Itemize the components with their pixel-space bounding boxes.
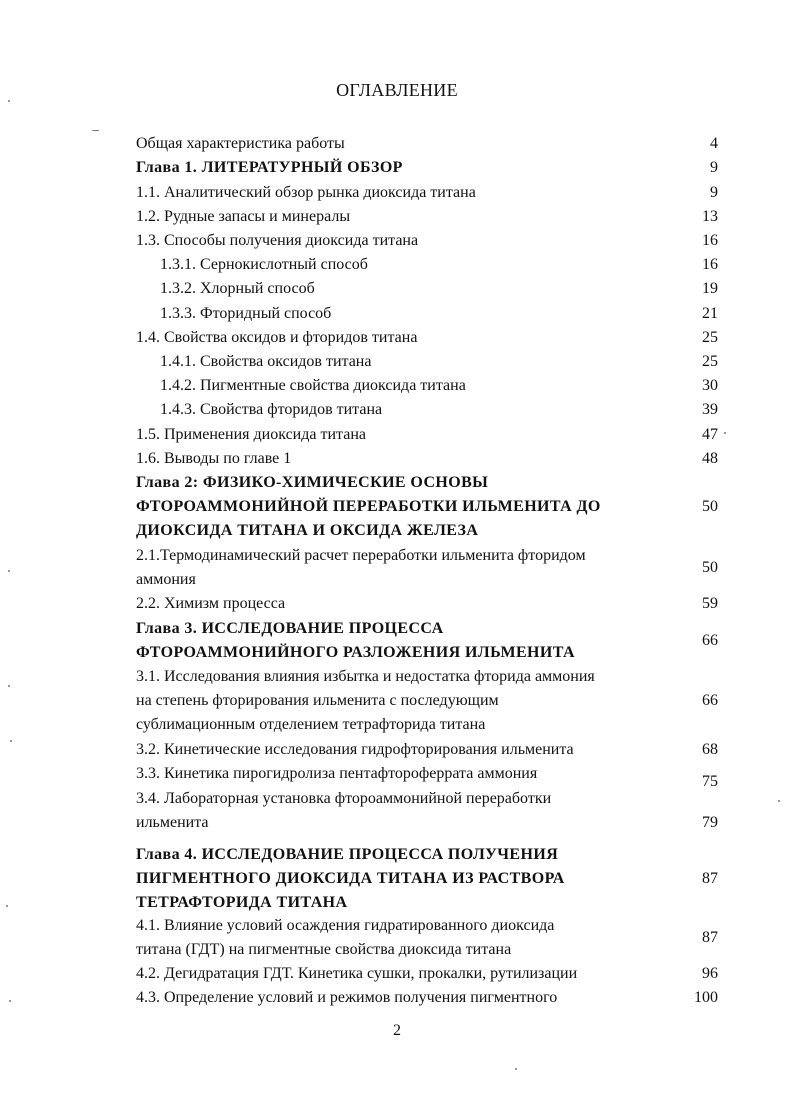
scan-speck bbox=[8, 685, 10, 687]
toc-entry-text: Глава 1. ЛИТЕРАТУРНЫЙ ОБЗОР bbox=[136, 159, 403, 176]
scan-speck bbox=[92, 130, 99, 131]
toc-page-number: 16 bbox=[702, 256, 718, 273]
scan-speck bbox=[778, 800, 780, 802]
toc-entry-text: 1.5. Применения диоксида титана bbox=[136, 426, 366, 443]
toc-page-number: 16 bbox=[702, 232, 718, 249]
scan-speck bbox=[6, 905, 8, 907]
toc-page-number: 9 bbox=[710, 159, 718, 176]
toc-entry-text: на степень фторирования ильменита с последующим bbox=[136, 692, 499, 709]
toc-entry-text: ФТОРОАММОНИЙНОЙ ПЕРЕРАБОТКИ ИЛЬМЕНИТА ДО bbox=[136, 498, 601, 515]
toc-entry-text: 3.4. Лабораторная установка фтороаммонийной переработки bbox=[136, 790, 552, 807]
toc-entry-text: 1.3.2. Хлорный способ bbox=[160, 280, 315, 297]
toc-entry-text: 1.4.1. Свойства оксидов титана bbox=[160, 353, 372, 370]
toc-page-number: 39 bbox=[702, 401, 718, 418]
page-title: ОГЛАВЛЕНИЕ bbox=[336, 80, 458, 100]
toc-entry-text: 1.4.3. Свойства фторидов титана bbox=[160, 401, 383, 418]
toc-page-number: 75 bbox=[702, 773, 718, 790]
toc-page-number: 96 bbox=[702, 965, 718, 982]
toc-entry-text: 3.1. Исследования влияния избытка и недостатка фторида аммония bbox=[136, 668, 595, 685]
toc-entry-text: титана (ГДТ) на пигментные свойства диоксида титана bbox=[136, 941, 512, 958]
toc-entry-text: 1.4.2. Пигментные свойства диоксида титана bbox=[160, 377, 466, 394]
scan-speck bbox=[8, 100, 10, 102]
toc-page-number: 30 bbox=[702, 377, 718, 394]
toc-page-number: 79 bbox=[702, 814, 718, 831]
toc-entry-text: Глава 3. ИССЛЕДОВАНИЕ ПРОЦЕССА bbox=[136, 620, 444, 637]
toc-page-number: 50 bbox=[702, 498, 718, 515]
toc-entry-text: 1.2. Рудные запасы и минералы bbox=[136, 208, 351, 225]
toc-entry-text: 2.1.Термодинамический расчет переработки ильменита фторидом bbox=[136, 547, 586, 564]
toc-page-number: 59 bbox=[702, 595, 718, 612]
toc-page-number: 87 bbox=[702, 870, 718, 887]
toc-entry-text: аммония bbox=[136, 571, 196, 588]
toc-page-number: 25 bbox=[702, 329, 718, 346]
toc-page-number: 100 bbox=[694, 989, 718, 1006]
toc-entry-text: 1.3.3. Фторидный способ bbox=[160, 305, 332, 322]
toc-page-number: 68 bbox=[702, 741, 718, 758]
toc-page-number: 21 bbox=[702, 305, 718, 322]
toc-page-number: 48 bbox=[702, 450, 718, 467]
toc-page-number: 4 bbox=[710, 135, 718, 152]
toc-page-number: 13 bbox=[702, 208, 718, 225]
toc-entry-text: ДИОКСИДА ТИТАНА И ОКСИДА ЖЕЛЕЗА bbox=[136, 522, 479, 539]
scan-speck bbox=[9, 1000, 11, 1002]
toc-entry-text: 1.4. Свойства оксидов и фторидов титана bbox=[136, 329, 418, 346]
toc-entry-text: Глава 4. ИССЛЕДОВАНИЕ ПРОЦЕССА ПОЛУЧЕНИЯ bbox=[136, 846, 559, 863]
toc-entry-text: ТЕТРАФТОРИДА ТИТАНА bbox=[136, 894, 348, 911]
toc-entry-text: ПИГМЕНТНОГО ДИОКСИДА ТИТАНА ИЗ РАСТВОРА bbox=[136, 870, 565, 887]
toc-page-number: 66 bbox=[702, 692, 718, 709]
toc-entry-text: 1.6. Выводы по главе 1 bbox=[136, 450, 292, 467]
toc-entry-text: Глава 2: ФИЗИКО-ХИМИЧЕСКИЕ ОСНОВЫ bbox=[136, 474, 489, 491]
toc-page-number: 19 bbox=[702, 280, 718, 297]
scan-speck bbox=[724, 432, 726, 434]
toc-entry-text: ФТОРОАММОНИЙНОГО РАЗЛОЖЕНИЯ ИЛЬМЕНИТА bbox=[136, 644, 575, 661]
toc-page-number: 87 bbox=[702, 929, 718, 946]
toc-page-number: 47 bbox=[702, 426, 718, 443]
toc-page-number: 9 bbox=[710, 184, 718, 201]
toc-entry-text: 3.3. Кинетика пирогидролиза пентафтороферрата аммония bbox=[136, 765, 538, 782]
toc-page-number: 66 bbox=[702, 632, 718, 649]
toc-entry-text: 4.3. Определение условий и режимов получения пигментного bbox=[136, 989, 558, 1006]
toc-entry-text: сублимационным отделением тетрафторида титана bbox=[136, 716, 486, 733]
toc-page-number: 50 bbox=[702, 559, 718, 576]
toc-entry-text: 4.2. Дегидратация ГДТ. Кинетика сушки, прокалки, рутилизации bbox=[136, 965, 578, 982]
toc-entry-text: 1.3.1. Сернокислотный способ bbox=[160, 256, 368, 273]
scan-speck bbox=[10, 740, 12, 742]
page-number: 2 bbox=[393, 1022, 401, 1039]
toc-entry-text: Общая характеристика работы bbox=[136, 135, 345, 152]
toc-entry-text: 1.1. Аналитический обзор рынка диоксида титана bbox=[136, 184, 476, 201]
toc-entry-text: 3.2. Кинетические исследования гидрофторирования ильменита bbox=[136, 741, 574, 758]
toc-entry-text: 4.1. Влияние условий осаждения гидратированного диоксида bbox=[136, 917, 555, 934]
toc-page-number: 25 bbox=[702, 353, 718, 370]
toc-entry-text: 1.3. Способы получения диоксида титана bbox=[136, 232, 419, 249]
scan-speck bbox=[8, 570, 10, 572]
scan-speck bbox=[515, 1068, 517, 1070]
toc-entry-text: 2.2. Химизм процесса bbox=[136, 595, 286, 612]
toc-entry-text: ильменита bbox=[136, 814, 209, 831]
